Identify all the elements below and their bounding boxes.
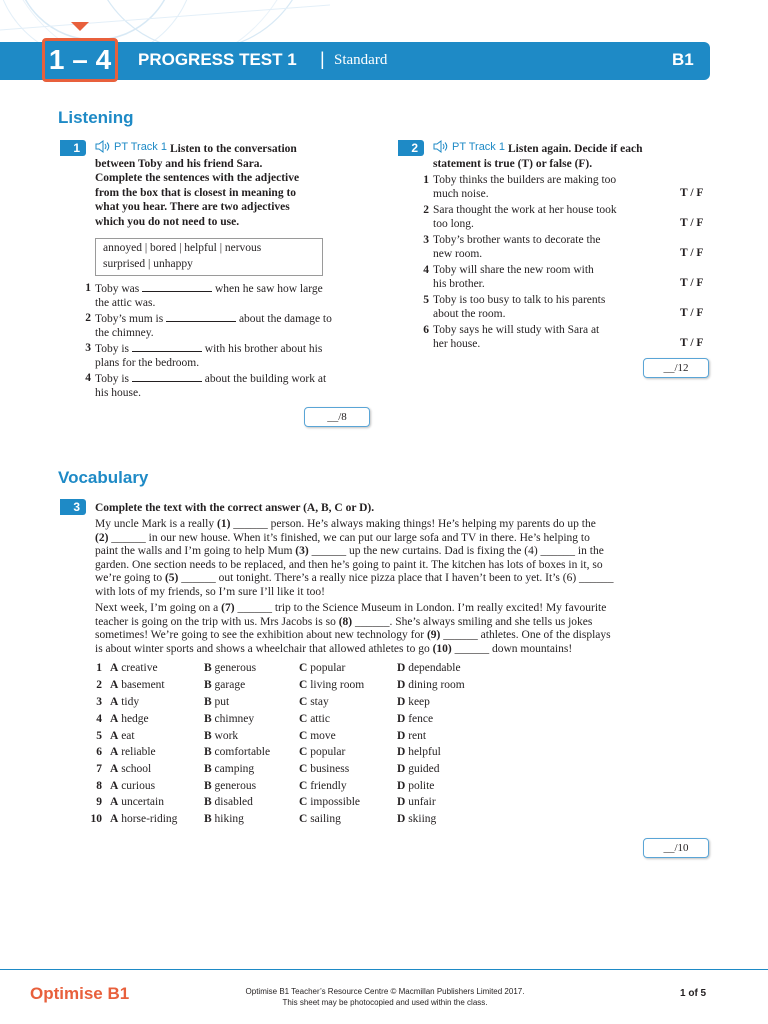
option-number: 5 <box>96 730 102 742</box>
instruction-line: which you do not need to use. <box>95 215 240 228</box>
passage-line: teacher is going on the trip with us. Mrs Jacobs is so (8) ______. She’s always smiling and she tells us jokes <box>95 615 593 628</box>
option-d[interactable]: D fence <box>397 713 434 725</box>
statement-number: 1 <box>423 174 429 186</box>
instruction-line: between Toby and his friend Sara. <box>95 157 263 170</box>
passage-paragraph <box>95 602 710 656</box>
word-box <box>95 238 323 276</box>
passage-paragraph <box>95 518 710 599</box>
instruction-line: Complete the text with the correct answer (A, B, C or D). <box>95 502 375 514</box>
option-c[interactable]: C popular <box>299 662 346 674</box>
word-box-line: annoyed | bored | helpful | nervous <box>103 242 262 254</box>
passage-line: garden. One section needs to be replaced, and then he’s going to paint it. The kitchen has lots of boxes in it, so <box>95 558 603 571</box>
question-number: 4 <box>85 372 91 384</box>
statement-item <box>423 174 617 201</box>
option-number: 8 <box>96 780 102 792</box>
option-a[interactable]: A curious <box>110 780 156 792</box>
option-c[interactable]: C popular <box>299 746 346 758</box>
option-b[interactable]: B disabled <box>204 796 253 808</box>
option-d[interactable]: D dining room <box>397 679 465 691</box>
section-title-listening: Listening <box>58 108 134 127</box>
statement-number: 6 <box>423 324 429 336</box>
option-number: 10 <box>90 813 102 825</box>
answer-blank[interactable] <box>132 342 202 352</box>
option-d[interactable]: D unfair <box>397 796 436 808</box>
true-false-option[interactable]: T / F <box>680 337 704 349</box>
question-text: about the building work at <box>204 373 327 385</box>
title-separator: | <box>320 49 325 69</box>
true-false-option[interactable]: T / F <box>680 307 704 319</box>
option-c[interactable]: C impossible <box>299 796 361 808</box>
option-number: 1 <box>96 662 102 674</box>
option-b[interactable]: B camping <box>204 763 255 775</box>
question-text: with his brother about his <box>204 343 323 355</box>
instruction-line: statement is true (T) or false (F). <box>433 157 593 170</box>
passage-line: My uncle Mark is a really (1) ______ person. He’s always making things! He’s helping my parents do up the <box>95 518 596 530</box>
instruction-line: Listen again. Decide if each <box>508 143 643 155</box>
marker-triangle-icon <box>71 22 89 31</box>
statement-text: his brother. <box>433 277 485 290</box>
passage-line: is about winter sports and shows a wheelchair that allowed athletes to go (10) ______ down mountains! <box>95 642 573 655</box>
option-a[interactable]: A uncertain <box>110 796 164 808</box>
unit-badge: 1 – 4 <box>42 38 118 82</box>
option-a[interactable]: A reliable <box>110 746 156 758</box>
option-number: 3 <box>96 696 102 708</box>
option-b[interactable]: B hiking <box>204 813 244 825</box>
answer-blank[interactable] <box>132 372 202 382</box>
copyright-line: Optimise B1 Teacher’s Resource Centre © Macmillan Publishers Limited 2017. <box>245 987 525 996</box>
option-d[interactable]: D dependable <box>397 662 461 674</box>
statement-text: much noise. <box>433 187 489 200</box>
statement-text: Sara thought the work at her house took <box>433 204 617 216</box>
track-label: PT Track 1 <box>452 140 505 153</box>
test-title: PROGRESS TEST 1 <box>138 50 297 69</box>
option-a[interactable]: A hedge <box>110 713 149 725</box>
option-c[interactable]: C friendly <box>299 780 347 792</box>
question-text: when he saw how large <box>214 283 323 295</box>
audio-track[interactable] <box>433 140 505 153</box>
option-c[interactable]: C sailing <box>299 813 341 825</box>
option-number: 2 <box>96 679 102 691</box>
option-a[interactable]: A eat <box>110 730 135 742</box>
statement-item <box>423 264 594 291</box>
true-false-option[interactable]: T / F <box>680 277 704 289</box>
footer-copyright <box>240 986 530 1008</box>
question-number: 2 <box>85 312 91 324</box>
statement-text: Toby says he will study with Sara at <box>433 324 600 336</box>
option-c[interactable]: C stay <box>299 696 329 708</box>
statement-item <box>423 234 601 261</box>
option-number: 7 <box>96 763 102 775</box>
statement-item <box>423 324 600 351</box>
track-label: PT Track 1 <box>114 140 167 153</box>
question-text: the attic was. <box>95 296 156 309</box>
question-item <box>85 372 327 400</box>
option-number: 4 <box>96 713 102 725</box>
statement-number: 4 <box>423 264 429 276</box>
passage-line: we’re going to (5) ______ out tonight. There’s a really nice pizza place that I haven’t been to yet. It’s (6) ______ <box>95 572 614 584</box>
statement-text: her house. <box>433 337 481 350</box>
option-d[interactable]: D rent <box>397 730 427 742</box>
option-b[interactable]: B comfortable <box>204 746 271 758</box>
answer-blank[interactable] <box>166 312 236 322</box>
answer-blank[interactable] <box>142 282 212 292</box>
option-c[interactable]: C living room <box>299 679 365 691</box>
statement-number: 2 <box>423 204 429 216</box>
question-text: Toby’s mum is <box>95 313 164 325</box>
question-text: Toby is <box>95 343 130 355</box>
level-badge: B1 <box>672 50 694 69</box>
question-number: 1 <box>85 282 91 294</box>
option-c[interactable]: C business <box>299 763 350 775</box>
statement-item <box>423 204 617 231</box>
question-item <box>85 282 323 310</box>
score-box: __/12 <box>643 358 709 378</box>
option-b[interactable]: B work <box>204 730 239 742</box>
true-false-option[interactable]: T / F <box>680 187 704 199</box>
passage-line: (2) ______ in our new house. When it’s finished, we can put our large sofa and TV in there. He’s helping to <box>95 531 590 544</box>
statement-text: about the room. <box>433 307 506 320</box>
statement-number: 5 <box>423 294 429 306</box>
copyright-line: This sheet may be photocopied and used within the class. <box>282 998 488 1007</box>
statement-text: too long. <box>433 217 474 230</box>
question-text: his house. <box>95 386 141 399</box>
passage-line: sometimes! We’re going to see the exhibition about new technology for (9) ______ athletes. One of the displays <box>95 629 611 641</box>
question-text: Toby was <box>95 283 140 295</box>
statement-text: Toby is too busy to talk to his parents <box>433 294 606 306</box>
score-box: __/8 <box>304 407 370 427</box>
audio-track[interactable] <box>95 140 167 153</box>
word-box-line: surprised | unhappy <box>103 257 193 270</box>
exercise-number: 2 <box>398 140 424 156</box>
option-b[interactable]: B chimney <box>204 713 255 725</box>
option-c[interactable]: C attic <box>299 713 330 725</box>
statement-item <box>423 294 606 321</box>
option-d[interactable]: D helpful <box>397 746 441 758</box>
test-subtitle: Standard <box>334 52 388 68</box>
exercise-number: 3 <box>60 499 86 515</box>
speaker-icon <box>433 140 449 153</box>
statement-text: Toby will share the new room with <box>433 264 594 276</box>
option-a[interactable]: A tidy <box>110 696 140 708</box>
option-b[interactable]: B generous <box>204 662 257 674</box>
instruction-line: what you hear. There are two adjectives <box>95 201 290 213</box>
passage-line: paint the walls and I’m going to help Mum (3) ______ up the new curtains. Dad is fixing the (4) ______ in the <box>95 545 604 557</box>
page-number: 1 of 5 <box>680 988 707 999</box>
question-number: 3 <box>85 342 91 354</box>
instruction-line: from the box that is closest in meaning to <box>95 186 297 199</box>
instruction-line: Listen to the conversation <box>170 143 297 155</box>
option-a[interactable]: A creative <box>110 662 158 674</box>
question-text: the chimney. <box>95 326 154 339</box>
passage-line: Next week, I’m going on a (7) ______ trip to the Science Museum in London. I’m really excited! My favourite <box>95 602 607 614</box>
option-c[interactable]: C move <box>299 730 336 742</box>
statement-text: Toby thinks the builders are making too <box>433 174 617 186</box>
option-d[interactable]: D skiing <box>397 813 437 825</box>
question-item <box>85 342 323 370</box>
question-item <box>85 312 332 340</box>
score-box: __/10 <box>643 838 709 858</box>
option-a[interactable]: A horse-riding <box>110 813 178 825</box>
speaker-icon <box>95 140 111 153</box>
statement-text: Toby’s brother wants to decorate the <box>433 234 601 246</box>
option-b[interactable]: B garage <box>204 679 246 691</box>
option-b[interactable]: B generous <box>204 780 257 792</box>
instruction-line: Complete the sentences with the adjective <box>95 172 300 184</box>
passage-line: with lots of my friends, so I’m sure I’ll like it too! <box>95 585 325 598</box>
option-d[interactable]: D keep <box>397 696 430 708</box>
question-text: about the damage to <box>238 313 332 325</box>
exercise-number: 1 <box>60 140 86 156</box>
option-a[interactable]: A school <box>110 763 152 775</box>
true-false-option[interactable]: T / F <box>680 217 704 229</box>
statement-text: new room. <box>433 247 483 260</box>
option-a[interactable]: A basement <box>110 679 165 691</box>
option-number: 6 <box>96 746 102 758</box>
statement-number: 3 <box>423 234 429 246</box>
option-d[interactable]: D guided <box>397 763 440 775</box>
true-false-option[interactable]: T / F <box>680 247 704 259</box>
footer-brand: Optimise B1 <box>30 984 130 1003</box>
question-text: plans for the bedroom. <box>95 356 200 369</box>
option-d[interactable]: D polite <box>397 780 435 792</box>
footer-divider <box>0 969 768 970</box>
section-title-vocabulary: Vocabulary <box>58 468 149 487</box>
option-b[interactable]: B put <box>204 696 230 708</box>
option-number: 9 <box>96 796 102 808</box>
question-text: Toby is <box>95 373 130 385</box>
